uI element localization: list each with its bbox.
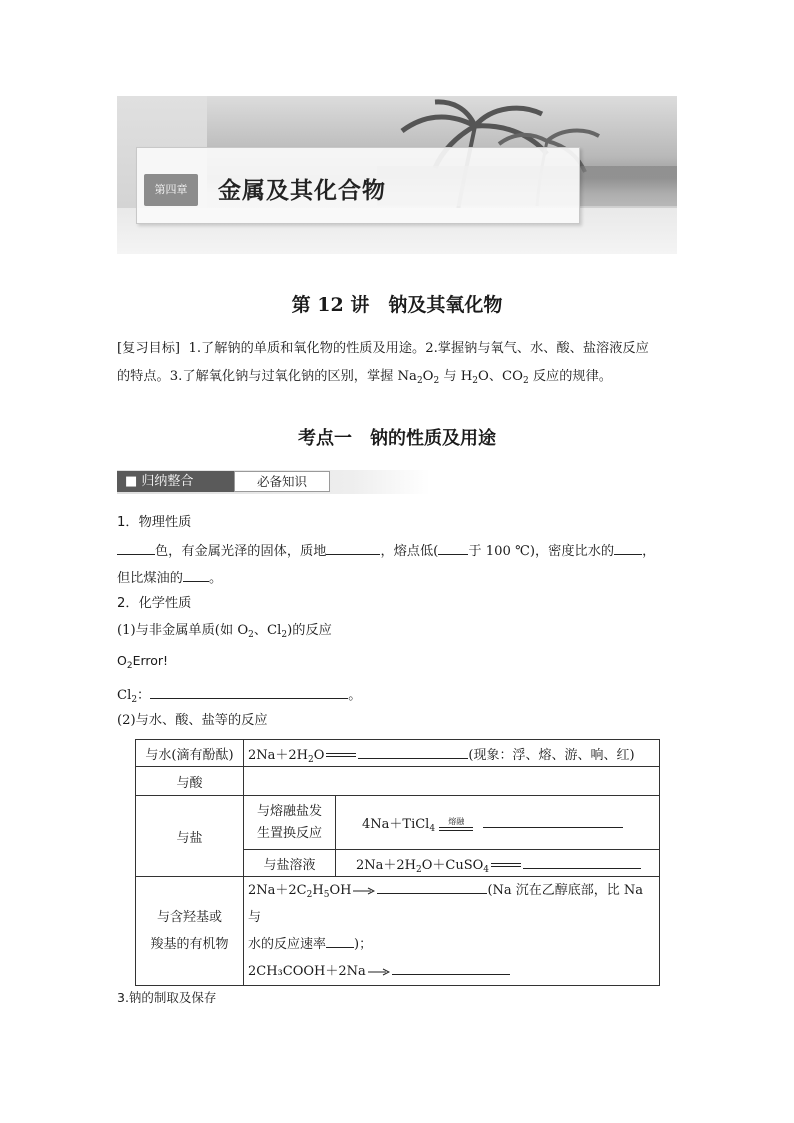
equals-sign: [326, 753, 356, 757]
chemical-sub1: (1)与非金属单质(如 $O_2$、$Cl_2$)的反应: [117, 623, 332, 640]
prep-heading: 3.钠的制取及保存: [117, 990, 217, 1005]
molten-equation-cell: 4Na＋TiCl$_4$ 熔融: [336, 796, 660, 850]
physical-text-2b: 。: [208, 571, 223, 586]
solution-eq-a: 2Na＋2H: [356, 857, 417, 873]
table-row: [136, 877, 660, 986]
solution-label: 与盐溶液: [244, 850, 336, 877]
blank-molten-products[interactable]: [483, 813, 623, 828]
o2-label: O: [117, 653, 127, 668]
org-eq1-c: OH: [329, 883, 352, 898]
physical-text-1d: ，: [642, 544, 656, 559]
lecture-title: 第 12 讲 钠及其氧化物: [291, 294, 503, 316]
org-eq2: 2CH₃COOH＋2Na: [248, 964, 366, 979]
tab-summary: ■ 归纳整合: [117, 471, 234, 492]
blank-acetic-products[interactable]: [392, 960, 510, 975]
molten-label-2: 生置换反应: [256, 825, 322, 841]
molten-condition-arrow: [439, 818, 473, 831]
blank-cl2-equation[interactable]: [150, 684, 348, 699]
molten-eq-a: 4Na＋TiCl: [362, 817, 430, 832]
water-phenomena: (现象：浮、熔、游、响、红): [468, 747, 635, 763]
organic-eq1-line: $2Na+2C_2H_5OH$ (Na 沉在乙醇底部，比 Na 与: [248, 877, 655, 931]
review-text-2b: O: [422, 369, 434, 384]
physical-heading: 1．物理性质: [117, 515, 192, 530]
row-label-water: 与水(滴有酚酞): [136, 740, 244, 767]
row-label-salt: 与盐: [136, 796, 244, 877]
physical-text-2a: 但比煤油的: [117, 571, 183, 586]
cl2-label: Cl: [117, 688, 132, 703]
organic-equation-cell: [244, 877, 660, 986]
review-tag: [复习目标]: [117, 341, 181, 356]
water-eq-b: O: [313, 747, 325, 763]
physical-text-1c: 于 100 ℃)，密度比水的: [468, 544, 615, 559]
tab-essential-knowledge: 必备知识: [234, 471, 330, 492]
chem-sub1-c: )的反应: [287, 623, 332, 638]
physical-line-2: [117, 567, 222, 589]
review-text-1: 1.了解钠的单质和氧化物的性质及用途。2.掌握钠与氧气、水、酸、盐溶液反应: [188, 341, 649, 356]
review-text-2c: 与 H: [439, 369, 473, 384]
cl2-line: $Cl_2$： 。: [117, 684, 361, 706]
solution-eq-b: O＋CuSO: [421, 857, 484, 873]
blank-water-products[interactable]: [358, 744, 468, 759]
arrow-icon: [353, 887, 375, 895]
organic-label-1: 与含羟基或: [156, 910, 222, 925]
row-label-acid: 与酸: [136, 767, 244, 796]
org-eq1-a: 2Na＋2C: [248, 883, 307, 898]
reaction-table: [135, 739, 660, 986]
o2-line: $O_2Error$!: [117, 653, 169, 671]
org-eq1-b: H: [312, 883, 324, 898]
o2-error: Error!: [132, 653, 169, 668]
organic-label-2: 羧基的有机物: [150, 937, 229, 952]
blank-texture[interactable]: [326, 540, 380, 555]
arrow-icon: [368, 968, 390, 976]
organic-note-line: [248, 931, 655, 958]
organic-label: [136, 877, 244, 986]
blank-rate[interactable]: [326, 933, 354, 948]
chapter-badge: 第四章: [144, 174, 198, 206]
blank-melting[interactable]: [438, 540, 468, 555]
physical-text-1a: 色，有金属光泽的固体，质地: [155, 544, 327, 559]
blank-ethanol-products[interactable]: [377, 879, 487, 894]
org-note-1: (Na 沉在乙醇底部，比 Na 与: [248, 883, 644, 925]
section-title: 考点一 钠的性质及用途: [298, 428, 496, 449]
review-text-2a: 的特点。3.了解氧化钠与过氧化钠的区别，掌握 Na: [117, 369, 417, 384]
blank-solution-products[interactable]: [523, 854, 641, 869]
chem-sub1-a: (1)与非金属单质(如 O: [117, 623, 249, 638]
table-row: [136, 767, 660, 796]
chemical-heading: 2．化学性质: [117, 596, 192, 611]
blank-color[interactable]: [117, 540, 155, 555]
review-line-1: [117, 339, 649, 359]
chemical-sub2: (2)与水、酸、盐等的反应: [117, 713, 268, 728]
molten-condition: 熔融: [448, 817, 465, 826]
blank-density-kerosene[interactable]: [183, 567, 209, 582]
physical-line-1: [117, 540, 655, 562]
org-note-2b: )；: [354, 937, 373, 952]
chem-sub1-b: 、Cl: [253, 623, 282, 638]
review-text-2d: O、CO: [478, 369, 523, 384]
molten-label-1: 与熔融盐发: [256, 803, 322, 819]
review-text-2e: 反应的规律。: [528, 369, 612, 384]
org-note-2a: 水的反应速率: [248, 937, 327, 952]
water-equation-cell: $2Na+2H_2O$ (现象：浮、熔、游、响、红): [244, 740, 660, 767]
cl2-colon: ：: [137, 688, 151, 703]
blank-density-water[interactable]: [614, 540, 642, 555]
molten-salt-label: [244, 796, 336, 850]
equals-sign: [491, 863, 521, 867]
chapter-title: 金属及其化合物: [218, 178, 386, 204]
acid-cell[interactable]: [244, 767, 660, 796]
review-line-2: 的特点。3.了解氧化钠与过氧化钠的区别，掌握 $Na_2O_2$ 与 $H_2O$、$CO_2$ 反应的规律。: [117, 369, 612, 386]
cl2-period: 。: [348, 688, 362, 703]
table-row: [136, 740, 660, 767]
table-row: [136, 796, 660, 850]
solution-equation-cell: $2Na+2H_2O+CuSO_4$: [336, 850, 660, 877]
organic-eq2-line: [248, 958, 655, 985]
water-eq-a: 2Na＋2H: [248, 747, 309, 763]
physical-text-1b: ，熔点低(: [380, 544, 439, 559]
